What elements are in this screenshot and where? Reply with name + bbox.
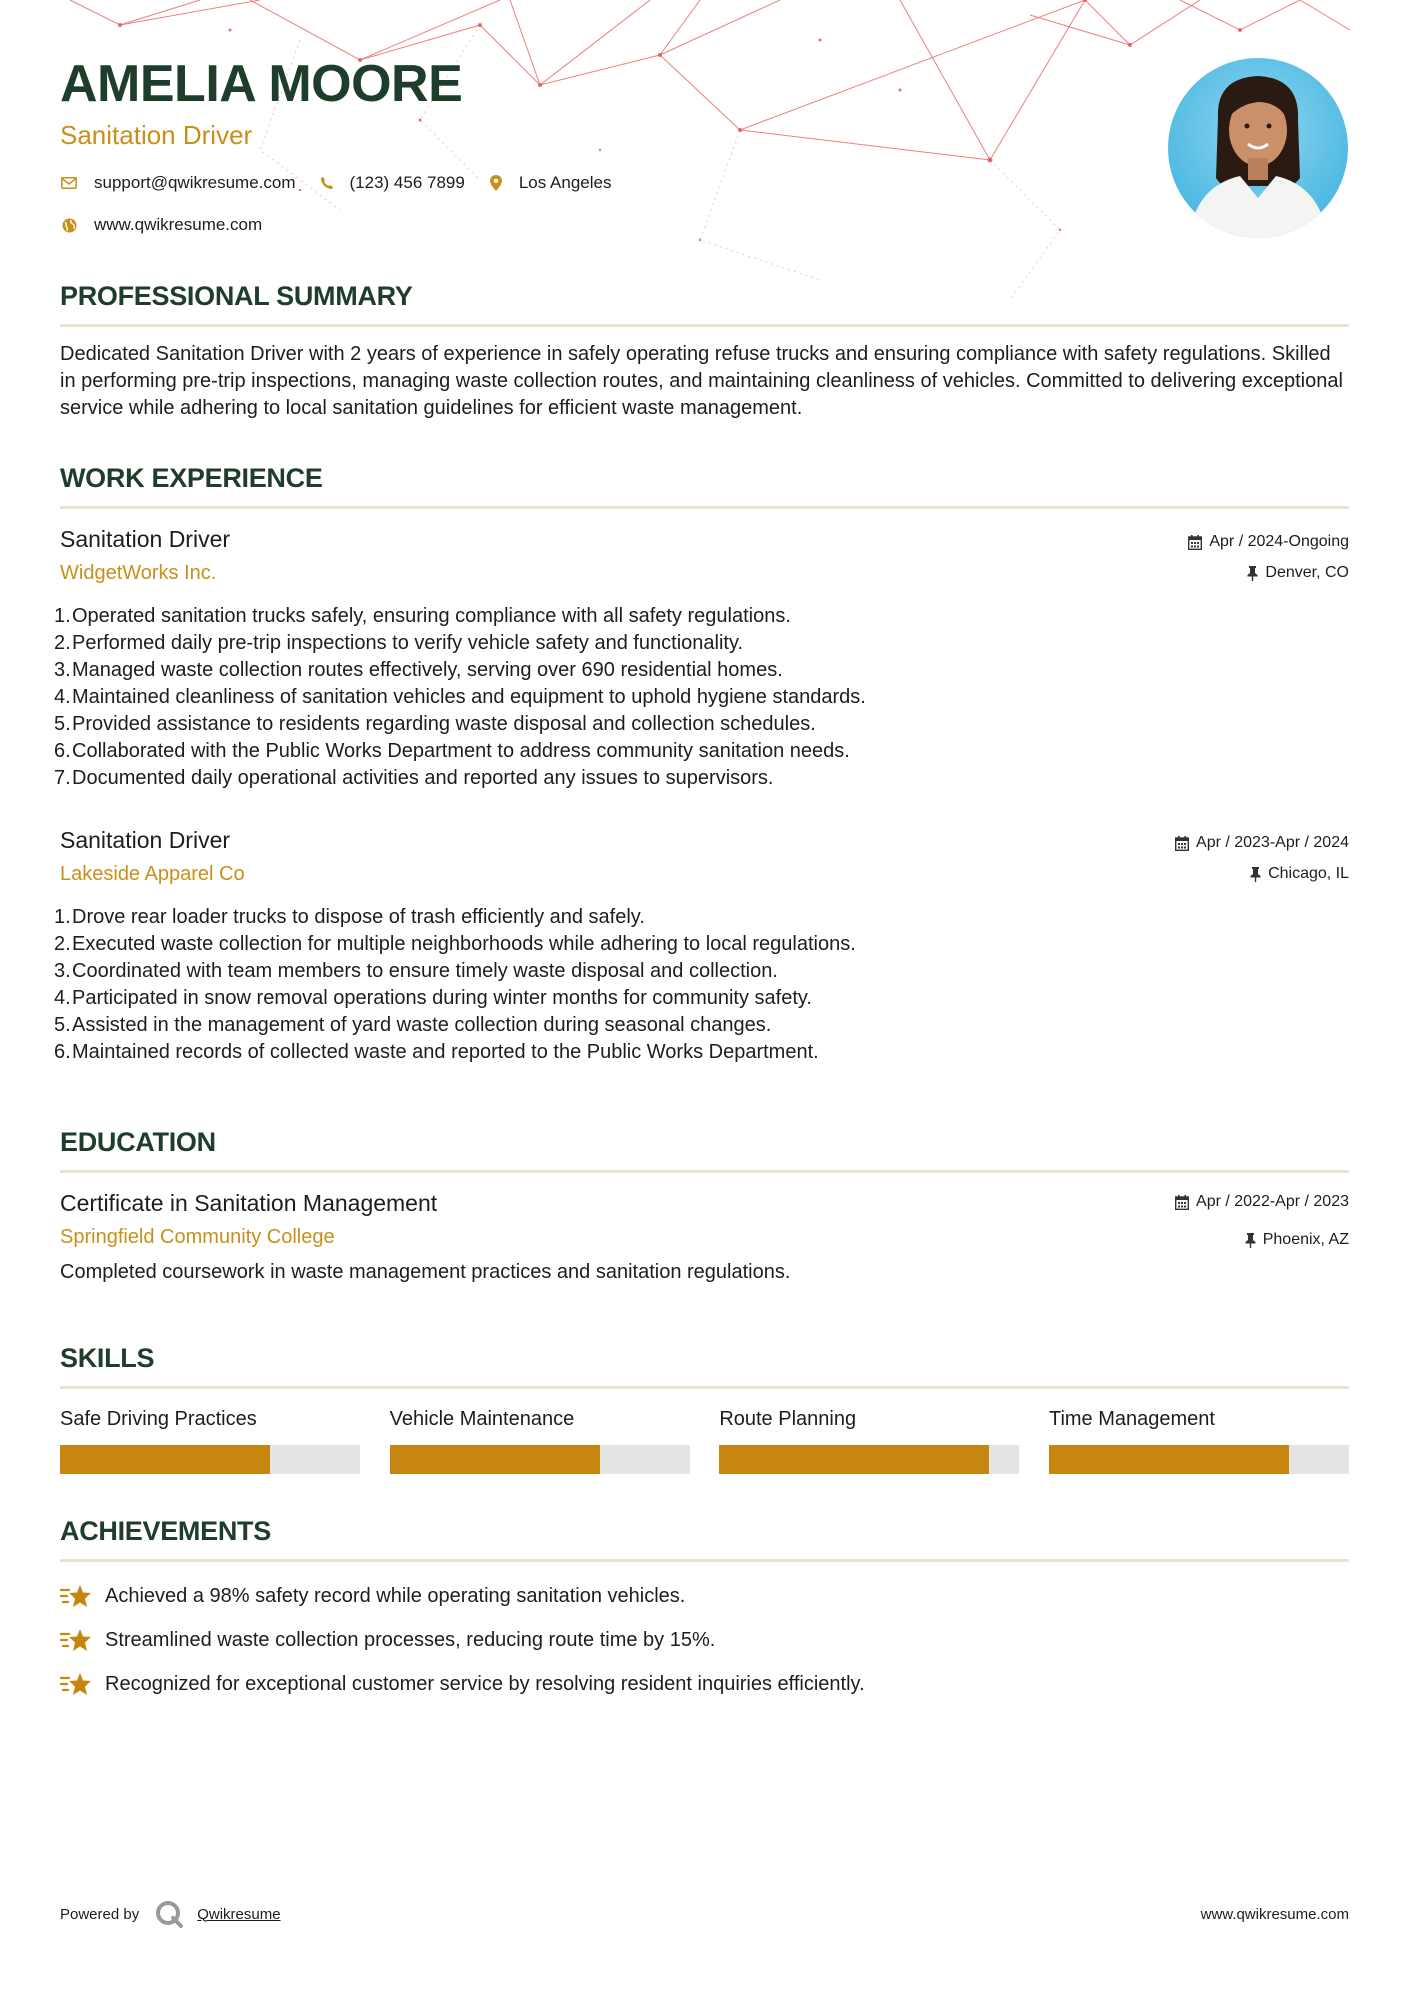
contact-phone[interactable] [318, 173, 465, 193]
list-item: 2. Performed daily pre-trip inspections to verify vehicle safety and functionality. [54, 632, 744, 654]
summary-heading: PROFESSIONAL SUMMARY [60, 281, 413, 311]
job-bullets [54, 904, 1349, 1066]
list-item: 3. Managed waste collection routes effectively, serving over 690 residential homes. [54, 659, 783, 681]
map-pin-icon [487, 174, 505, 192]
list-item: 1. Operated sanitation trucks safely, ensuring compliance with all safety regulations. [54, 605, 791, 627]
education-dates: Apr / 2022-Apr / 2023 [1196, 1193, 1349, 1210]
list-item: 4. Participated in snow removal operations during winter months for community safety. [54, 987, 812, 1009]
skill-label: Vehicle Maintenance [389, 1408, 575, 1430]
section-divider [60, 324, 1349, 327]
skill-label: Safe Driving Practices [60, 1408, 257, 1430]
candidate-name: AMELIA MOORE [60, 55, 463, 113]
skill-label: Route Planning [719, 1408, 857, 1430]
job-bullets [54, 603, 1349, 792]
achievement-text: Achieved a 98% safety record while operating sanitation vehicles. [105, 1584, 686, 1607]
star-icon [60, 1626, 92, 1654]
job-location: Denver, CO [1265, 564, 1349, 581]
skill-bar-track [719, 1445, 1019, 1474]
list-item: 2. Executed waste collection for multiple neighborhoods while adhering to local regulations. [54, 933, 856, 955]
achievement-text: Streamlined waste collection processes, reducing route time by 15%. [105, 1628, 716, 1651]
skill-bar-fill [390, 1445, 600, 1474]
list-item: 7. Documented daily operational activities and reported any issues to supervisors. [54, 767, 774, 789]
qwikresume-logo-icon [155, 1900, 183, 1928]
skills-list [60, 1409, 1349, 1474]
education-entry [60, 1192, 1349, 1284]
school-name: Springfield Community College [60, 1226, 335, 1248]
summary-section [60, 283, 1349, 422]
star-icon [60, 1582, 92, 1610]
job-entry [54, 827, 1349, 1066]
skill-bar-track [390, 1445, 690, 1474]
achievements-list [60, 1574, 1349, 1706]
section-divider [60, 1170, 1349, 1173]
job-entry [54, 526, 1349, 792]
skills-heading: SKILLS [60, 1343, 155, 1373]
contact-row [60, 173, 633, 193]
section-divider [60, 506, 1349, 509]
phone-text: (123) 456 7899 [349, 173, 465, 192]
list-item: 6. Maintained records of collected waste and reported to the Public Works Department. [54, 1041, 819, 1063]
list-item: 4. Maintained cleanliness of sanitation vehicles and equipment to uphold hygiene standards. [54, 686, 866, 708]
summary-text: Dedicated Sanitation Driver with 2 years of experience in safely operating refuse trucks and ensuring compliance with safety regulations. Skilled in performing pre-trip inspections, managing waste collection routes, and maintaining cleanliness of vehicles. Committed to delivering exceptional service while adhering to local sanitation guidelines for efficient waste management. [60, 343, 1343, 419]
skill-bar-track [1049, 1445, 1349, 1474]
job-meta [1188, 528, 1349, 583]
job-title: Sanitation Driver [60, 827, 231, 853]
education-section [60, 1129, 1349, 1173]
skill-item [1049, 1409, 1349, 1474]
degree-title: Certificate in Sanitation Management [60, 1190, 438, 1216]
pushpin-icon [1250, 867, 1261, 882]
achievement-item [60, 1618, 1349, 1662]
education-heading: EDUCATION [60, 1127, 216, 1157]
calendar-icon [1175, 836, 1189, 851]
skill-label: Time Management [1048, 1408, 1215, 1430]
job-dates: Apr / 2024-Ongoing [1209, 533, 1349, 550]
footer-website-link[interactable]: www.qwikresume.com [1200, 1905, 1349, 1923]
candidate-role: Sanitation Driver [60, 120, 253, 150]
experience-heading: WORK EXPERIENCE [60, 463, 323, 493]
skill-bar-fill [60, 1445, 270, 1474]
job-dates: Apr / 2023-Apr / 2024 [1196, 834, 1349, 851]
skill-bar-fill [1049, 1445, 1289, 1474]
list-item: 1. Drove rear loader trucks to dispose of trash efficiently and safely. [54, 906, 645, 928]
pushpin-icon [1245, 1233, 1256, 1248]
achievements-heading: ACHIEVEMENTS [60, 1516, 271, 1546]
education-meta [1175, 1192, 1349, 1250]
skill-bar-track [60, 1445, 360, 1474]
job-location: Chicago, IL [1268, 865, 1349, 882]
pushpin-icon [1247, 566, 1258, 581]
job-title: Sanitation Driver [60, 526, 231, 552]
phone-icon [318, 174, 336, 192]
achievement-item [60, 1574, 1349, 1618]
location-text: Los Angeles [518, 173, 612, 192]
contact-location [487, 173, 612, 193]
section-divider [60, 1386, 1349, 1389]
job-meta [1175, 829, 1349, 884]
education-location: Phoenix, AZ [1262, 1231, 1349, 1248]
job-company: WidgetWorks Inc. [60, 562, 217, 584]
list-item: 6. Collaborated with the Public Works Department to address community sanitation needs. [54, 740, 850, 762]
website-text: www.qwikresume.com [94, 215, 263, 234]
powered-by-label: Powered by [60, 1905, 140, 1923]
list-item: 5. Provided assistance to residents regarding waste disposal and collection schedules. [54, 713, 816, 735]
achievements-section [60, 1518, 1349, 1706]
contact-email[interactable] [60, 173, 296, 193]
list-item: 3. Coordinated with team members to ensure timely waste disposal and collection. [54, 960, 778, 982]
achievement-item [60, 1662, 1349, 1706]
profile-photo [1168, 58, 1348, 238]
footer [60, 1900, 1349, 1928]
skill-bar-fill [719, 1445, 989, 1474]
achievement-text: Recognized for exceptional customer service by resolving resident inquiries efficiently. [105, 1672, 865, 1695]
skill-item [719, 1409, 1019, 1474]
contact-website[interactable] [60, 215, 262, 235]
education-description: Completed coursework in waste management practices and sanitation regulations. [60, 1261, 791, 1283]
contact-row-2 [60, 215, 284, 235]
brand-link[interactable]: Qwikresume [197, 1905, 281, 1923]
email-text: support@qwikresume.com [94, 173, 296, 192]
skill-item [60, 1409, 360, 1474]
globe-icon [60, 216, 78, 234]
job-company: Lakeside Apparel Co [60, 863, 245, 885]
list-item: 5. Assisted in the management of yard waste collection during seasonal changes. [54, 1014, 772, 1036]
envelope-icon [60, 174, 78, 192]
experience-section [60, 465, 1349, 509]
star-icon [60, 1670, 92, 1698]
skills-section [60, 1345, 1349, 1474]
calendar-icon [1188, 535, 1202, 550]
section-divider [60, 1559, 1349, 1562]
skill-item [390, 1409, 690, 1474]
calendar-icon [1175, 1195, 1189, 1210]
